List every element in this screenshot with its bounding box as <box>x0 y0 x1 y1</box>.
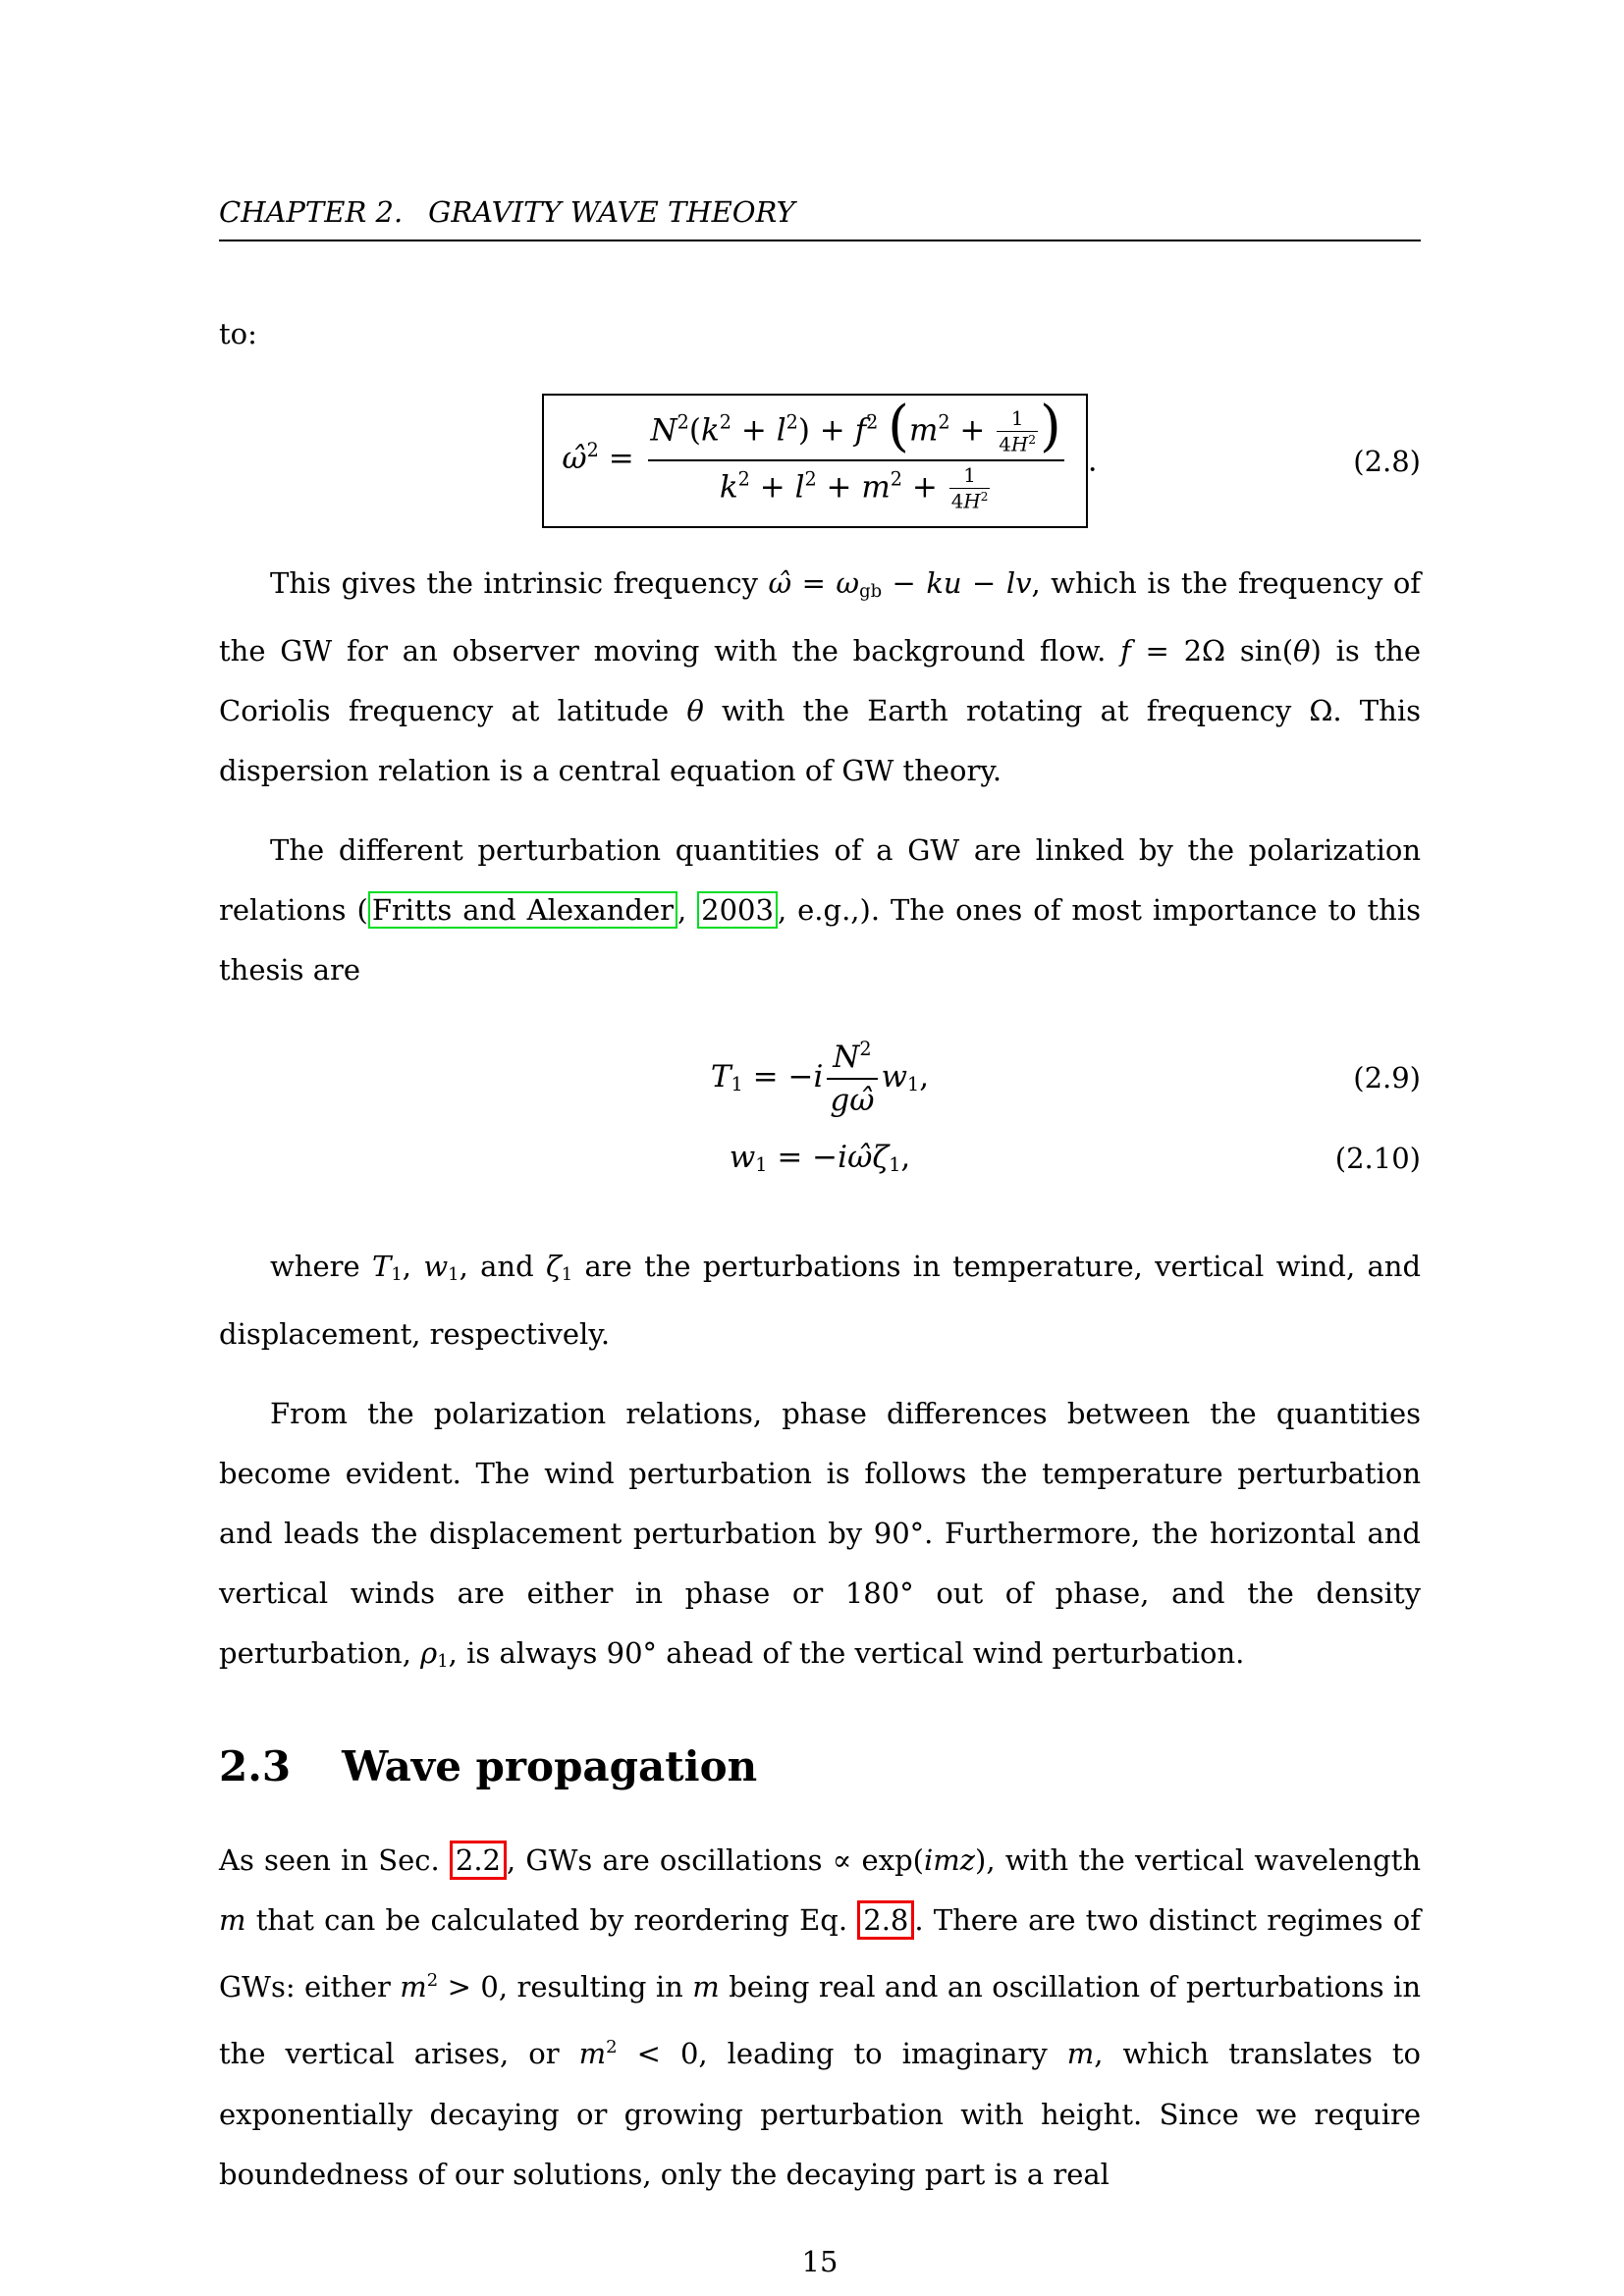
equation-2-9-content <box>710 1038 930 1119</box>
fraction <box>827 1038 877 1118</box>
equation-2-8-number: (2.8) <box>1353 444 1421 478</box>
text-segment: 2 <box>586 439 599 462</box>
text-segment: 2 <box>677 410 689 434</box>
text-segment: + <box>902 468 947 505</box>
citation-link[interactable]: Fritts and Alexander <box>368 891 677 929</box>
text-segment: = − <box>742 1058 814 1095</box>
text-segment: imz <box>923 1843 976 1878</box>
text-segment: k <box>719 468 738 505</box>
text-segment: ω̂ <box>562 441 587 477</box>
text-segment: , and <box>459 1250 546 1284</box>
fraction-numerator <box>648 394 1064 459</box>
text-segment: < 0, leading to imaginary <box>617 2037 1067 2071</box>
text-segment: + <box>816 468 862 505</box>
paragraph-wave-propagation <box>219 1831 1421 2204</box>
paragraph-polarization-relations <box>219 821 1421 1000</box>
text-segment: ρ <box>420 1636 438 1671</box>
equation-2-9-number: (2.9) <box>1353 1061 1421 1095</box>
text-segment: 1 <box>448 1264 460 1286</box>
text-segment: g <box>830 1083 850 1119</box>
paragraph-perturbation-definitions <box>219 1237 1421 1364</box>
paragraph-phase-differences <box>219 1384 1421 1691</box>
text-segment: 1 <box>963 463 976 487</box>
text-segment: w <box>881 1058 908 1095</box>
section-heading <box>219 1742 1421 1791</box>
running-header <box>219 195 1421 241</box>
text-segment: , which translates to exponentially decaying or growing perturbation with height. Since we require boundedness of our solutions, only the decaying part is a real <box>219 2037 1422 2191</box>
text-segment: 4 <box>999 433 1011 456</box>
text-segment: 1 <box>731 1072 743 1095</box>
fraction-denominator <box>827 1078 877 1118</box>
text-segment: 2 <box>719 410 731 434</box>
text-segment: + <box>949 412 996 449</box>
text-segment: , <box>402 1250 424 1284</box>
text-segment: i <box>813 1058 824 1095</box>
text-segment: that can be calculated by reordering Eq. <box>245 1903 858 1938</box>
equation-2-8-box <box>542 394 1087 528</box>
text-segment: 1 <box>889 1153 901 1177</box>
text-segment: − <box>882 566 927 601</box>
fraction <box>648 394 1064 513</box>
text-segment: 2 <box>859 1038 872 1061</box>
section-title: Wave propagation <box>342 1742 758 1791</box>
text-segment: , <box>677 893 698 928</box>
ref-link[interactable]: 2.2 <box>450 1841 507 1880</box>
text-segment: N <box>650 412 677 449</box>
text-segment: 2 <box>1028 433 1037 447</box>
equation-2-10 <box>219 1140 1421 1176</box>
text-segment: ku <box>926 566 962 601</box>
text-segment: θ <box>686 694 704 728</box>
text-segment: 2 <box>866 410 879 434</box>
text-segment: . There are two distinct regimes of GWs: either <box>219 1903 1422 2004</box>
text-segment: ) + <box>797 412 855 449</box>
section-number: 2.3 <box>219 1742 292 1791</box>
fraction-numerator <box>949 464 991 488</box>
text-segment: , which is the frequency of the GW for an observer moving with the background flow. <box>219 566 1422 668</box>
text-segment: 2 <box>938 410 950 434</box>
fraction <box>949 464 991 513</box>
text-segment: ( <box>688 412 701 449</box>
text-segment: ( <box>888 394 909 458</box>
text-segment: 2 <box>804 467 817 491</box>
text-segment: ω <box>836 566 860 601</box>
text-segment: 1 <box>561 1264 573 1286</box>
text-segment: The different perturbation quantities of a GW are linked by the polarization relations ( <box>219 833 1421 928</box>
text-segment: H <box>1010 433 1029 456</box>
fraction-numerator <box>827 1038 877 1078</box>
text-segment: 2 <box>785 410 798 434</box>
text-segment: = <box>791 566 837 601</box>
text-segment: ), with the vertical wavelength <box>975 1843 1421 1878</box>
text-segment: 2 <box>890 467 903 491</box>
fraction-numerator <box>997 407 1038 431</box>
lead-text: to: <box>219 317 257 350</box>
fraction <box>997 407 1038 456</box>
text-segment: 1 <box>437 1651 449 1673</box>
text-segment: = <box>598 441 644 477</box>
text-segment: T <box>710 1058 731 1095</box>
text-segment: 2 <box>980 489 989 504</box>
text-segment: m <box>578 2037 607 2071</box>
text-segment: + <box>731 412 777 449</box>
text-segment: are the perturbations in temperature, vertical wind, and displacement, respectively. <box>219 1250 1422 1352</box>
text-segment: ζ <box>546 1250 562 1284</box>
text-segment: , e.g.,). The ones of most importance to this thesis are <box>219 893 1422 988</box>
text-segment: 1 <box>907 1072 920 1095</box>
text-segment: i <box>838 1140 848 1176</box>
text-segment: − <box>961 566 1006 601</box>
text-segment: = − <box>767 1140 839 1176</box>
equation-2-9 <box>219 1038 1421 1118</box>
text-segment: where <box>270 1250 373 1284</box>
text-segment: 4 <box>950 490 964 513</box>
text-segment: k <box>700 412 720 449</box>
text-segment: θ <box>1293 634 1311 668</box>
text-segment: T <box>372 1250 392 1284</box>
chapter-label: CHAPTER 2. <box>219 195 404 229</box>
text-segment: ζ <box>872 1140 890 1176</box>
text-segment: with the Earth rotating at frequency Ω. This dispersion relation is a central equation of GW theory. <box>219 694 1421 788</box>
text-segment: ω̂ <box>768 566 792 601</box>
text-segment: l <box>794 468 805 505</box>
text-segment: f <box>1120 634 1131 668</box>
text-segment: m <box>908 412 939 449</box>
ref-link[interactable]: 2.8 <box>857 1900 914 1940</box>
running-header-text <box>219 195 1421 229</box>
text-segment: As seen in Sec. <box>219 1843 450 1878</box>
text-segment: N <box>833 1040 860 1076</box>
text-segment: + <box>749 468 795 505</box>
text-segment: 2 <box>606 2037 618 2058</box>
paragraph-intrinsic-frequency <box>219 554 1421 801</box>
text-segment: being real and an oscillation of perturbations in the vertical arises, or <box>219 1970 1422 2071</box>
text-segment: ω̂ <box>847 1140 873 1176</box>
text-segment: 1 <box>1010 407 1024 430</box>
header-rule <box>219 240 1421 241</box>
text-segment: 1 <box>755 1153 768 1177</box>
text-segment: ω̂ <box>849 1083 875 1119</box>
text-segment: ) <box>1040 394 1061 458</box>
text-segment: w <box>729 1140 756 1176</box>
text-segment: lv <box>1005 566 1032 601</box>
text-segment: m <box>692 1970 720 2004</box>
fraction-denominator <box>997 431 1038 456</box>
text-segment: , <box>919 1058 930 1095</box>
text-segment: f <box>854 412 867 449</box>
text-segment: , is always 90° ahead of the vertical wind perturbation. <box>448 1636 1245 1671</box>
citation-link[interactable]: 2003 <box>697 891 778 929</box>
text-segment: > 0, resulting in <box>438 1970 693 2004</box>
equation-trailing-period: . <box>1087 443 1098 479</box>
fraction-denominator <box>949 488 991 513</box>
chapter-title: GRAVITY WAVE THEORY <box>428 195 795 229</box>
text-segment: H <box>963 490 981 513</box>
text-segment: , <box>900 1140 911 1176</box>
equation-2-10-number: (2.10) <box>1334 1141 1421 1175</box>
text-segment: , GWs are oscillations ∝ exp( <box>507 1843 924 1878</box>
page-number: 15 <box>801 2244 839 2278</box>
equation-2-10-content <box>730 1140 911 1175</box>
equation-2-8 <box>219 394 1421 528</box>
text-segment: = 2Ω sin( <box>1130 634 1294 668</box>
text-segment: This gives the intrinsic frequency <box>270 566 769 601</box>
text-segment: 2 <box>426 1970 439 1992</box>
text-segment: w <box>423 1250 449 1284</box>
text-segment: ) <box>1310 634 1322 668</box>
text-segment: is the Coriolis frequency at latitude <box>219 634 1421 728</box>
text-segment: From the polarization relations, phase differences between the quantities become evident. The wind perturbation is follows the temperature perturbation and leads the displacement perturbation by 90°. Furthermore, the horizontal and vertical winds are either in phase or 180° out of phase, and the density perturbation, <box>219 1397 1421 1671</box>
text-segment: 2 <box>737 467 750 491</box>
text-segment: m <box>400 1970 427 2004</box>
text-segment: m <box>861 468 891 505</box>
text-segment: gb <box>859 581 883 603</box>
text-segment: l <box>776 412 786 449</box>
text-segment: m <box>219 1903 246 1938</box>
text-segment: 1 <box>391 1264 403 1286</box>
text-segment <box>878 412 888 448</box>
fraction-denominator <box>648 459 1064 513</box>
text-segment: m <box>1066 2037 1095 2071</box>
